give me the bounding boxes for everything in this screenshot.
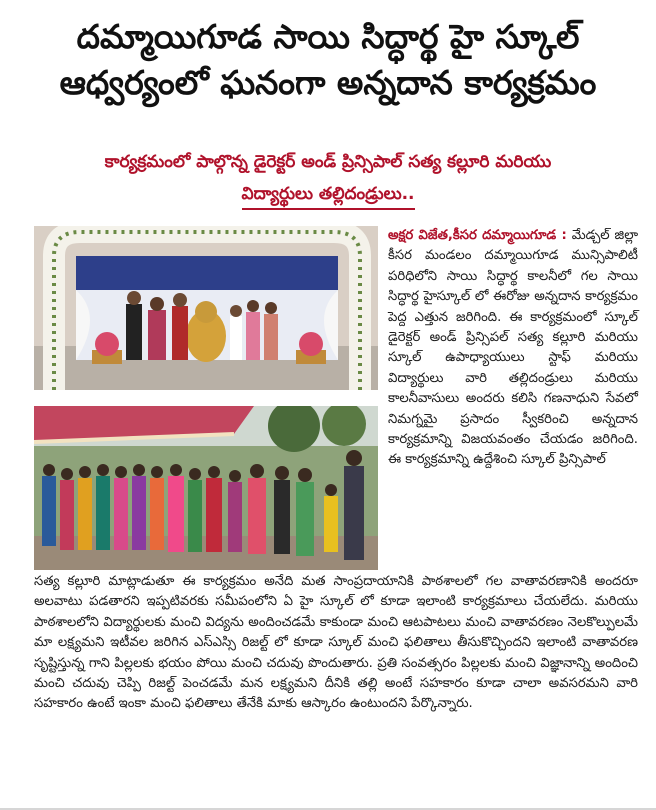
full-width-paragraph: సత్య కల్లూరి మాట్లాడుతూ ఈ కార్యక్రమం అనేది మత సాంప్రదాయానికి పాఠశాలలో గల వాతావరణానికి అందరూ అలవాటు పడతారని ఇప్పటివరకు సమీపంలోని ఏ హై స్కూల్ లో కూడా ఇలాంటి కార్యక్రమాలు చేయలేదు. మరియు పాఠశాలలోని విద్యార్థులకు మంచి విద్యను అందించడమే కాకుండా మంచి ఆటపాటలు మంచి వాతావరణం నెలకొల్పులమే మా లక్ష్యమని ఇటీవల జరిగిన ఎస్ఎస్సి రిజల్ట్ లో కూడా స్కూల్ మంచి ఫలితాలు తీసుకొచ్చిందని ఇలాంటి వాతావరణ సృష్టిస్తున్న గాని పిల్లలకు భయం పోయి మంచి చదువు పొందుతారు. ప్రతి సంవత్సరం పిల్లలకు మంచి విజ్ఞానాన్ని అందించి మంచి చదువు చెప్పి రిజల్ట్ పెంచడమే మన లక్ష్యమని దీనికి తల్లి అంటే సహకారం కూడా చాలా అవసరమని వారి సహకారం ఉంటే ఇంకా మంచి ఫలితాలు తేనేకి మాకు ఆస్కారం ఉంటుందని పేర్కొన్నారు. xyxy=(34,574,638,712)
column-paragraph: మేడ్చల్ జిల్లా కీసర మండలం దమ్మాయిగూడ మున్సిపాలిటీ పరిధిలోని సాయి సిద్ధార్థ కాలనీలో గల సాయి సిద్ధార్థ హైస్కూల్ లో ఈరోజు అన్నదాన కార్యక్రమం పెద్ద ఎత్తున జరిగింది. ఈ కార్యక్రమంలో స్కూల్ డైరెక్టర్ అండ్ ప్రిన్సిపల్ సత్య కల్లూరి మరియు స్కూల్ ఉపాధ్యాయులు స్టాఫ్ మరియు విద్యార్థులు వారి తల్లిదండ్రులు మరియు కాలనీవాసులు అందరు కలిసి గణనాధుని సేవలో నిమగ్నమై ప్రసాదం స్వీకరించి అన్నదాన కార్యక్రమాన్ని విజయవంతం చేయడం జరిగింది. ఈ కార్యక్రమాన్ని ఉద్దేశించి స్కూల్ ప్రిన్సిపాల్ xyxy=(388,228,639,468)
article-body xyxy=(18,226,638,786)
byline: అక్షర విజేత,కీసర దమ్మాయిగూడ : xyxy=(388,228,567,243)
subheadline-line-1: కార్యక్రమంలో పాల్గొన్న డైరెక్టర్ అండ్ ప్రిన్సిపాల్ సత్య కల్లూరి మరియు xyxy=(104,152,552,172)
headline-line-1: దమ్మాయిగూడ సాయి సిద్ధార్థ హై స్కూల్ xyxy=(76,17,580,56)
subheadline-line-2: విద్యార్థులు తల్లిదండ్రులు.. xyxy=(242,182,415,210)
column-text xyxy=(388,226,638,471)
crowd-photo xyxy=(34,406,378,570)
headline-line-2: ఆధ్వర్యంలో ఘనంగా అన్నదాన కార్యక్రమం xyxy=(59,63,597,102)
stage-photo xyxy=(34,226,378,390)
